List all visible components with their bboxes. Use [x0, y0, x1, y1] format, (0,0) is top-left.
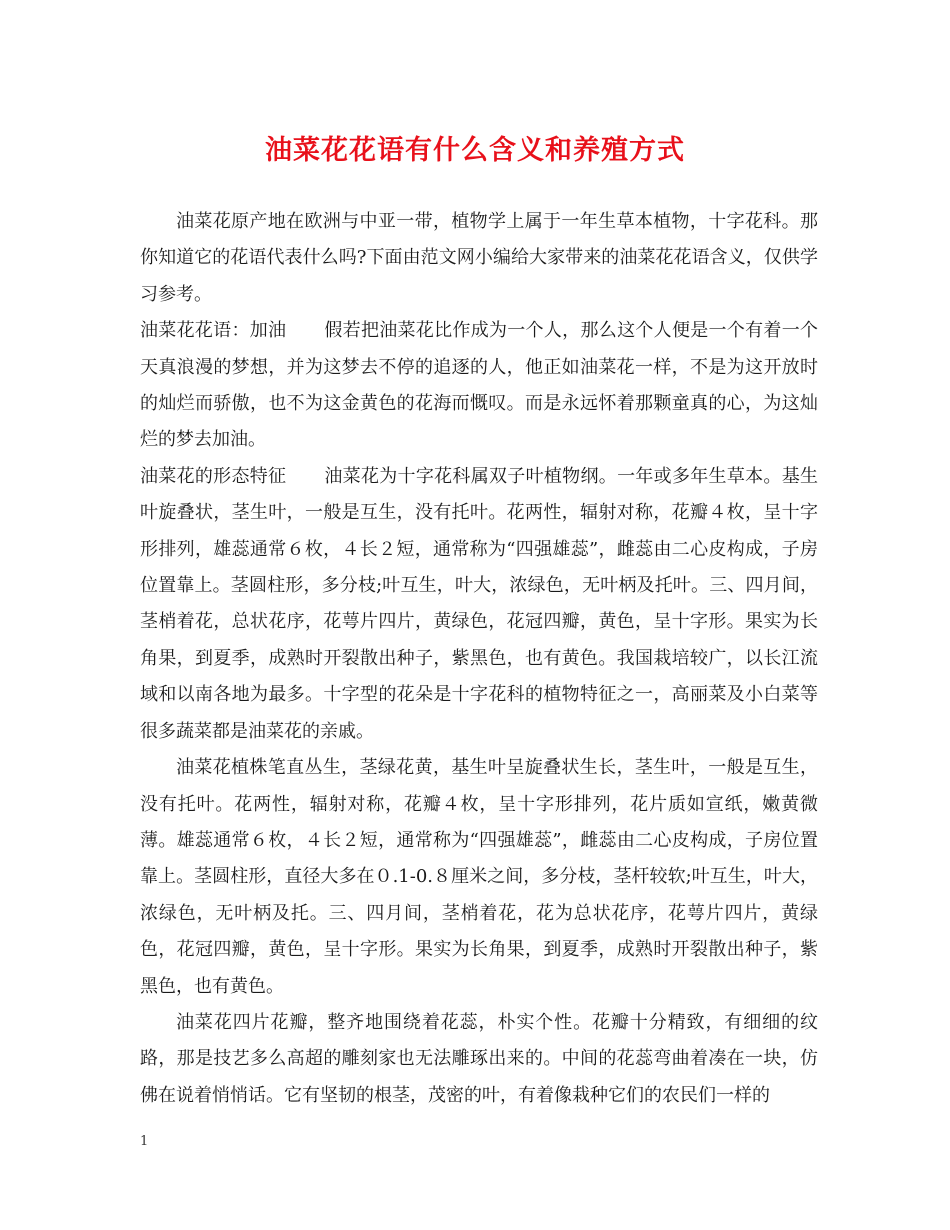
page-number: 1: [140, 1134, 149, 1149]
document-title: 油菜花花语有什么含义和养殖方式: [265, 135, 685, 166]
paragraph-petals: [140, 1005, 818, 1114]
paragraph-text: 油菜花为十字花科属双子叶植物纲。一年或多年生草本。基生叶旋叠状，茎生叶，一般是互生，没有托叶。花两性，辐射对称，花瓣４枚，呈十字形排列，雄蕊通常６枚，４长２短，通常称为“四强雄蕊”，雌蕊由二心皮构成，子房位置靠上。茎圆柱形，多分枝;叶互生，叶大，浓绿色，无叶柄及托叶。三、四月间，茎梢着花，总状花序，花萼片四片，黄绿色，花冠四瓣，黄色，呈十字形。果实为长角果，到夏季，成熟时开裂散出种子，紫黑色，也有黄色。我国栽培较广，以长江流域和以南各地为最多。十字型的花朵是十字花科的植物特征之一，高丽菜及小白菜等很多蔬菜都是油菜花的亲戚。: [140, 465, 819, 742]
paragraph-text: 假若把油菜花比作成为一个人，那么这个人便是一个有着一个天真浪漫的梦想，并为这梦去不停的追逐的人，他正如油菜花一样，不是为这开放时的灿烂而骄傲，也不为这金黄色的花海而慨叹。而是永远怀着那颗童真的心，为这灿烂的梦去加油。: [140, 320, 819, 451]
section-label-morphology: 油菜花的形态特征: [140, 465, 287, 487]
section-label-flower-language: 油菜花花语：加油: [140, 320, 287, 342]
paragraph-flower-language: [140, 313, 818, 459]
paragraph-morphology: [140, 459, 818, 750]
document-body: [140, 204, 818, 1114]
paragraph-plant-description: [140, 750, 818, 1005]
paragraph-text: 油菜花植株笔直丛生，茎绿花黄，基生叶呈旋叠状生长，茎生叶，一般是互生，没有托叶。花两性，辐射对称，花瓣４枚，呈十字形排列，花片质如宣纸，嫩黄微薄。雄蕊通常６枚，４长２短，通常称为“四强雄蕊”，雌蕊由二心皮构成，子房位置靠上。茎圆柱形，直径大多在０.1-0.８厘米之间，多分枝，茎杆较软;叶互生，叶大，浓绿色，无叶柄及托。三、四月间，茎梢着花，花为总状花序，花萼片四片，黄绿色，花冠四瓣，黄色，呈十字形。果实为长角果，到夏季，成熟时开裂散出种子，紫黑色，也有黄色。: [140, 757, 818, 997]
paragraph-text: 油菜花四片花瓣，整齐地围绕着花蕊，朴实个性。花瓣十分精致，有细细的纹路，那是技艺多么高超的雕刻家也无法雕琢出来的。中间的花蕊弯曲着凑在一块，仿佛在说着悄悄话。它有坚韧的根茎，茂密的叶，有着像栽种它们的农民们一样的: [140, 1011, 818, 1106]
paragraph-intro: [140, 204, 818, 313]
paragraph-text: 油菜花原产地在欧洲与中亚一带，植物学上属于一年生草本植物，十字花科。那你知道它的花语代表什么吗?下面由范文网小编给大家带来的油菜花花语含义，仅供学习参考。: [140, 211, 818, 305]
